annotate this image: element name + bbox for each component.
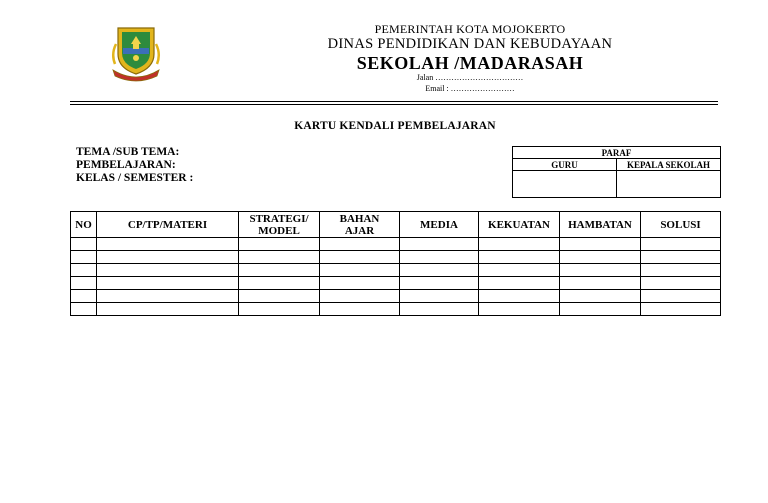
header-strategi-model: STRATEGI/ MODEL bbox=[239, 212, 320, 238]
table-cell[interactable] bbox=[320, 264, 400, 277]
pembelajaran-label: PEMBELAJARAN: bbox=[76, 159, 176, 171]
table-cell[interactable] bbox=[400, 290, 479, 303]
table-cell[interactable] bbox=[641, 277, 721, 290]
paraf-table bbox=[512, 146, 721, 198]
table-cell[interactable] bbox=[479, 264, 560, 277]
table-cell[interactable] bbox=[320, 290, 400, 303]
header-solusi: SOLUSI bbox=[641, 212, 721, 238]
table-cell[interactable] bbox=[641, 238, 721, 251]
table-cell[interactable] bbox=[239, 238, 320, 251]
table-cell[interactable] bbox=[400, 238, 479, 251]
table-cell[interactable] bbox=[97, 277, 239, 290]
table-row bbox=[71, 303, 721, 316]
header-cp-tp-materi: CP/TP/MATERI bbox=[97, 212, 239, 238]
table-row bbox=[71, 277, 721, 290]
table-cell[interactable] bbox=[479, 277, 560, 290]
table-cell[interactable] bbox=[560, 290, 641, 303]
table-cell[interactable] bbox=[560, 238, 641, 251]
paraf-kepala-sekolah-header: KEPALA SEKOLAH bbox=[617, 159, 721, 171]
paraf-guru-header: GURU bbox=[513, 159, 617, 171]
table-cell[interactable] bbox=[239, 277, 320, 290]
table-row bbox=[71, 251, 721, 264]
table-cell[interactable] bbox=[641, 290, 721, 303]
department-name: DINAS PENDIDIKAN DAN KEBUDAYAAN bbox=[327, 36, 613, 52]
table-cell[interactable] bbox=[239, 251, 320, 264]
table-cell[interactable] bbox=[71, 290, 97, 303]
table-cell[interactable] bbox=[400, 251, 479, 264]
table-cell[interactable] bbox=[239, 264, 320, 277]
table-cell[interactable] bbox=[560, 277, 641, 290]
table-cell[interactable] bbox=[97, 264, 239, 277]
table-cell[interactable] bbox=[479, 303, 560, 316]
header-bahan-ajar: BAHAN AJAR bbox=[320, 212, 400, 238]
info-block bbox=[76, 146, 193, 185]
table-row bbox=[71, 264, 721, 277]
table-cell[interactable] bbox=[641, 303, 721, 316]
table-cell[interactable] bbox=[71, 251, 97, 264]
table-cell[interactable] bbox=[320, 251, 400, 264]
government-name: PEMERINTAH KOTA MOJOKERTO bbox=[374, 22, 566, 36]
table-cell[interactable] bbox=[97, 238, 239, 251]
table-cell[interactable] bbox=[71, 238, 97, 251]
table-cell[interactable] bbox=[320, 303, 400, 316]
table-cell[interactable] bbox=[560, 303, 641, 316]
table-body bbox=[71, 238, 721, 316]
table-cell[interactable] bbox=[641, 264, 721, 277]
table-cell[interactable] bbox=[479, 290, 560, 303]
header-media: MEDIA bbox=[400, 212, 479, 238]
header-no: NO bbox=[71, 212, 97, 238]
kelas-label: KELAS / SEMESTER : bbox=[76, 172, 194, 184]
address-line: Jalan …………………………… bbox=[416, 73, 524, 82]
table-cell[interactable] bbox=[239, 303, 320, 316]
table-cell[interactable] bbox=[320, 277, 400, 290]
table-header-row bbox=[71, 212, 721, 238]
document-title: KARTU KENDALI PEMBELAJARAN bbox=[294, 120, 496, 132]
table-cell[interactable] bbox=[71, 264, 97, 277]
table-cell[interactable] bbox=[641, 251, 721, 264]
paraf-guru-cell[interactable] bbox=[513, 171, 617, 198]
header-divider-secondary bbox=[70, 104, 718, 105]
tema-label: TEMA /SUB TEMA: bbox=[76, 146, 180, 158]
table-cell[interactable] bbox=[97, 290, 239, 303]
header-hambatan: HAMBATAN bbox=[560, 212, 641, 238]
table-cell[interactable] bbox=[97, 251, 239, 264]
table-cell[interactable] bbox=[479, 238, 560, 251]
table-cell[interactable] bbox=[239, 290, 320, 303]
paraf-kepala-sekolah-cell[interactable] bbox=[617, 171, 721, 198]
table-cell[interactable] bbox=[71, 303, 97, 316]
table-cell[interactable] bbox=[400, 264, 479, 277]
table-row bbox=[71, 290, 721, 303]
table-row bbox=[71, 238, 721, 251]
table-cell[interactable] bbox=[71, 277, 97, 290]
table-cell[interactable] bbox=[560, 264, 641, 277]
table-cell[interactable] bbox=[97, 303, 239, 316]
learning-control-table bbox=[70, 211, 721, 316]
header-divider bbox=[70, 101, 718, 102]
table-cell[interactable] bbox=[320, 238, 400, 251]
table-cell[interactable] bbox=[400, 277, 479, 290]
table-cell[interactable] bbox=[560, 251, 641, 264]
header-kekuatan: KEKUATAN bbox=[479, 212, 560, 238]
mojokerto-city-emblem-icon bbox=[111, 24, 161, 82]
email-line: Email : …………………… bbox=[425, 84, 515, 93]
table-cell[interactable] bbox=[400, 303, 479, 316]
table-cell[interactable] bbox=[479, 251, 560, 264]
school-name: SEKOLAH /MADARASAH bbox=[356, 53, 584, 73]
paraf-title: PARAF bbox=[513, 147, 721, 159]
